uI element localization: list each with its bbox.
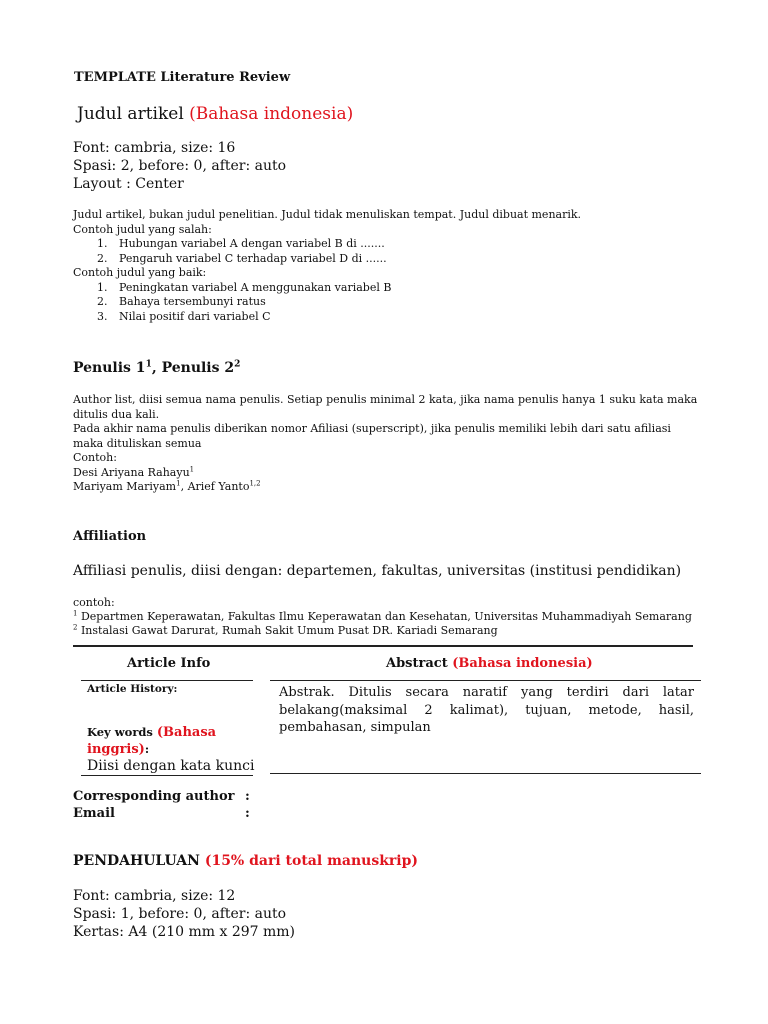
keywords-bottom-rule: [81, 775, 253, 776]
article-title-language-note: (Bahasa indonesia): [189, 104, 354, 124]
bad-examples-label: Contoh judul yang salah:: [73, 222, 212, 236]
corresponding-author-label: Corresponding author: [73, 789, 235, 804]
article-title: [77, 104, 353, 124]
author-example-1: Desi Ariyana Rahayu$^1$: [73, 464, 195, 479]
template-title: TEMPLATE Literature Review: [74, 70, 291, 85]
good-examples-list: [73, 281, 581, 325]
list-item: 3. Nilai positif dari variabel C: [97, 309, 271, 323]
abstract-bottom-rule: [270, 773, 701, 774]
article-info-rule: [81, 680, 253, 681]
list-item: 2. Pengaruh variabel C terhadap variabel D di ......: [97, 251, 387, 265]
author-guidance: Author list, diisi semua nama penulis. Setiap penulis minimal 2 kata, jika nama penulis hanya 1 suku kata maka ditulis dua kali. Pada akhir nama penulis diberikan nomor Afiliasi (superscript), jika penulis memiliki lebih dari satu afiliasi maka dituliskan semua Contoh: Desi Ariyana Rahayu$^1$ Mariyam Mariyam$^1$, Arief Yanto$^{1,2}$: [73, 393, 698, 493]
list-item: 2. Bahaya tersembunyi ratus: [97, 295, 266, 308]
good-examples-label: Contoh judul yang baik:: [73, 266, 207, 279]
keywords-text: Diisi dengan kata kunci: [87, 758, 255, 774]
email-label: Email: [73, 806, 115, 821]
abstract-top-rule: [270, 680, 701, 681]
table-top-rule: [73, 645, 693, 647]
article-history-label: Article History:: [87, 683, 178, 695]
affiliation-example-1: $^1$ Departmen Keperawatan, Fakultas Ilmu Keperawatan dan Kesehatan, Universitas Muhammadiyah Semarang: [73, 609, 692, 623]
title-format-layout: Layout : Center: [73, 176, 184, 192]
affiliation-example-2: $^2$ Instalasi Gawat Darurat, Rumah Sakit Umum Pusat DR. Kariadi Semarang: [73, 623, 498, 637]
authors-heading: Penulis $1^1$, Penulis $2^2$: [73, 359, 241, 376]
abstract-text: Abstrak. Ditulis secara naratif yang terdiri dari latar belakang(maksimal 2 kalimat), tujuan, metode, hasil, pembahasan, simpulan: [279, 685, 694, 735]
affiliation-heading: Affiliation: [73, 529, 147, 544]
section-heading-pendahuluan: PENDAHULUAN (15% dari total manuskrip): [73, 853, 419, 869]
affiliation-examples: contoh: $^1$ Departmen Keperawatan, Fakultas Ilmu Keperawatan dan Kesehatan, Universitas Muhammadiyah Semarang $^2$ Instalasi Gawat Darurat, Rumah Sakit Umum Pusat DR. Kariadi Semarang: [73, 596, 692, 637]
title-format-block: [73, 139, 286, 193]
abstract-heading: Abstract (Bahasa indonesia): [386, 656, 593, 671]
title-guidance-intro: Judul artikel, bukan judul penelitian. Judul tidak menuliskan tempat. Judul dibuat menarik.: [73, 208, 582, 221]
keywords-label: Key words (Bahasa inggris):: [87, 725, 217, 757]
title-guidance: [73, 208, 581, 324]
list-item: 1. Peningkatan variabel A menggunakan variabel B: [97, 280, 392, 294]
title-format-spacing: Spasi: 2, before: 0, after: auto: [73, 158, 287, 174]
article-info-heading: Article Info: [127, 656, 211, 671]
author-example-label: Contoh:: [73, 451, 117, 464]
affiliation-description: Affiliasi penulis, diisi dengan: departemen, fakultas, universitas (institusi pendidikan): [73, 563, 682, 579]
article-title-text: Judul artikel: [77, 104, 184, 124]
title-format-font: Font: cambria, size: 16: [73, 140, 236, 156]
email-colon: :: [245, 806, 250, 821]
list-item: 1. Hubungan variabel A dengan variabel B di .......: [97, 237, 385, 250]
body-format-block: Font: cambria, size: 12 Spasi: 1, before: 0, after: auto Kertas: A4 (210 mm x 297 mm): [73, 888, 296, 940]
bad-examples-list: [73, 237, 581, 266]
author-example-2: Mariyam Mariyam$^1$, Arief Yanto$^{1,2}$: [73, 479, 261, 493]
corresponding-author-colon: :: [245, 789, 250, 804]
